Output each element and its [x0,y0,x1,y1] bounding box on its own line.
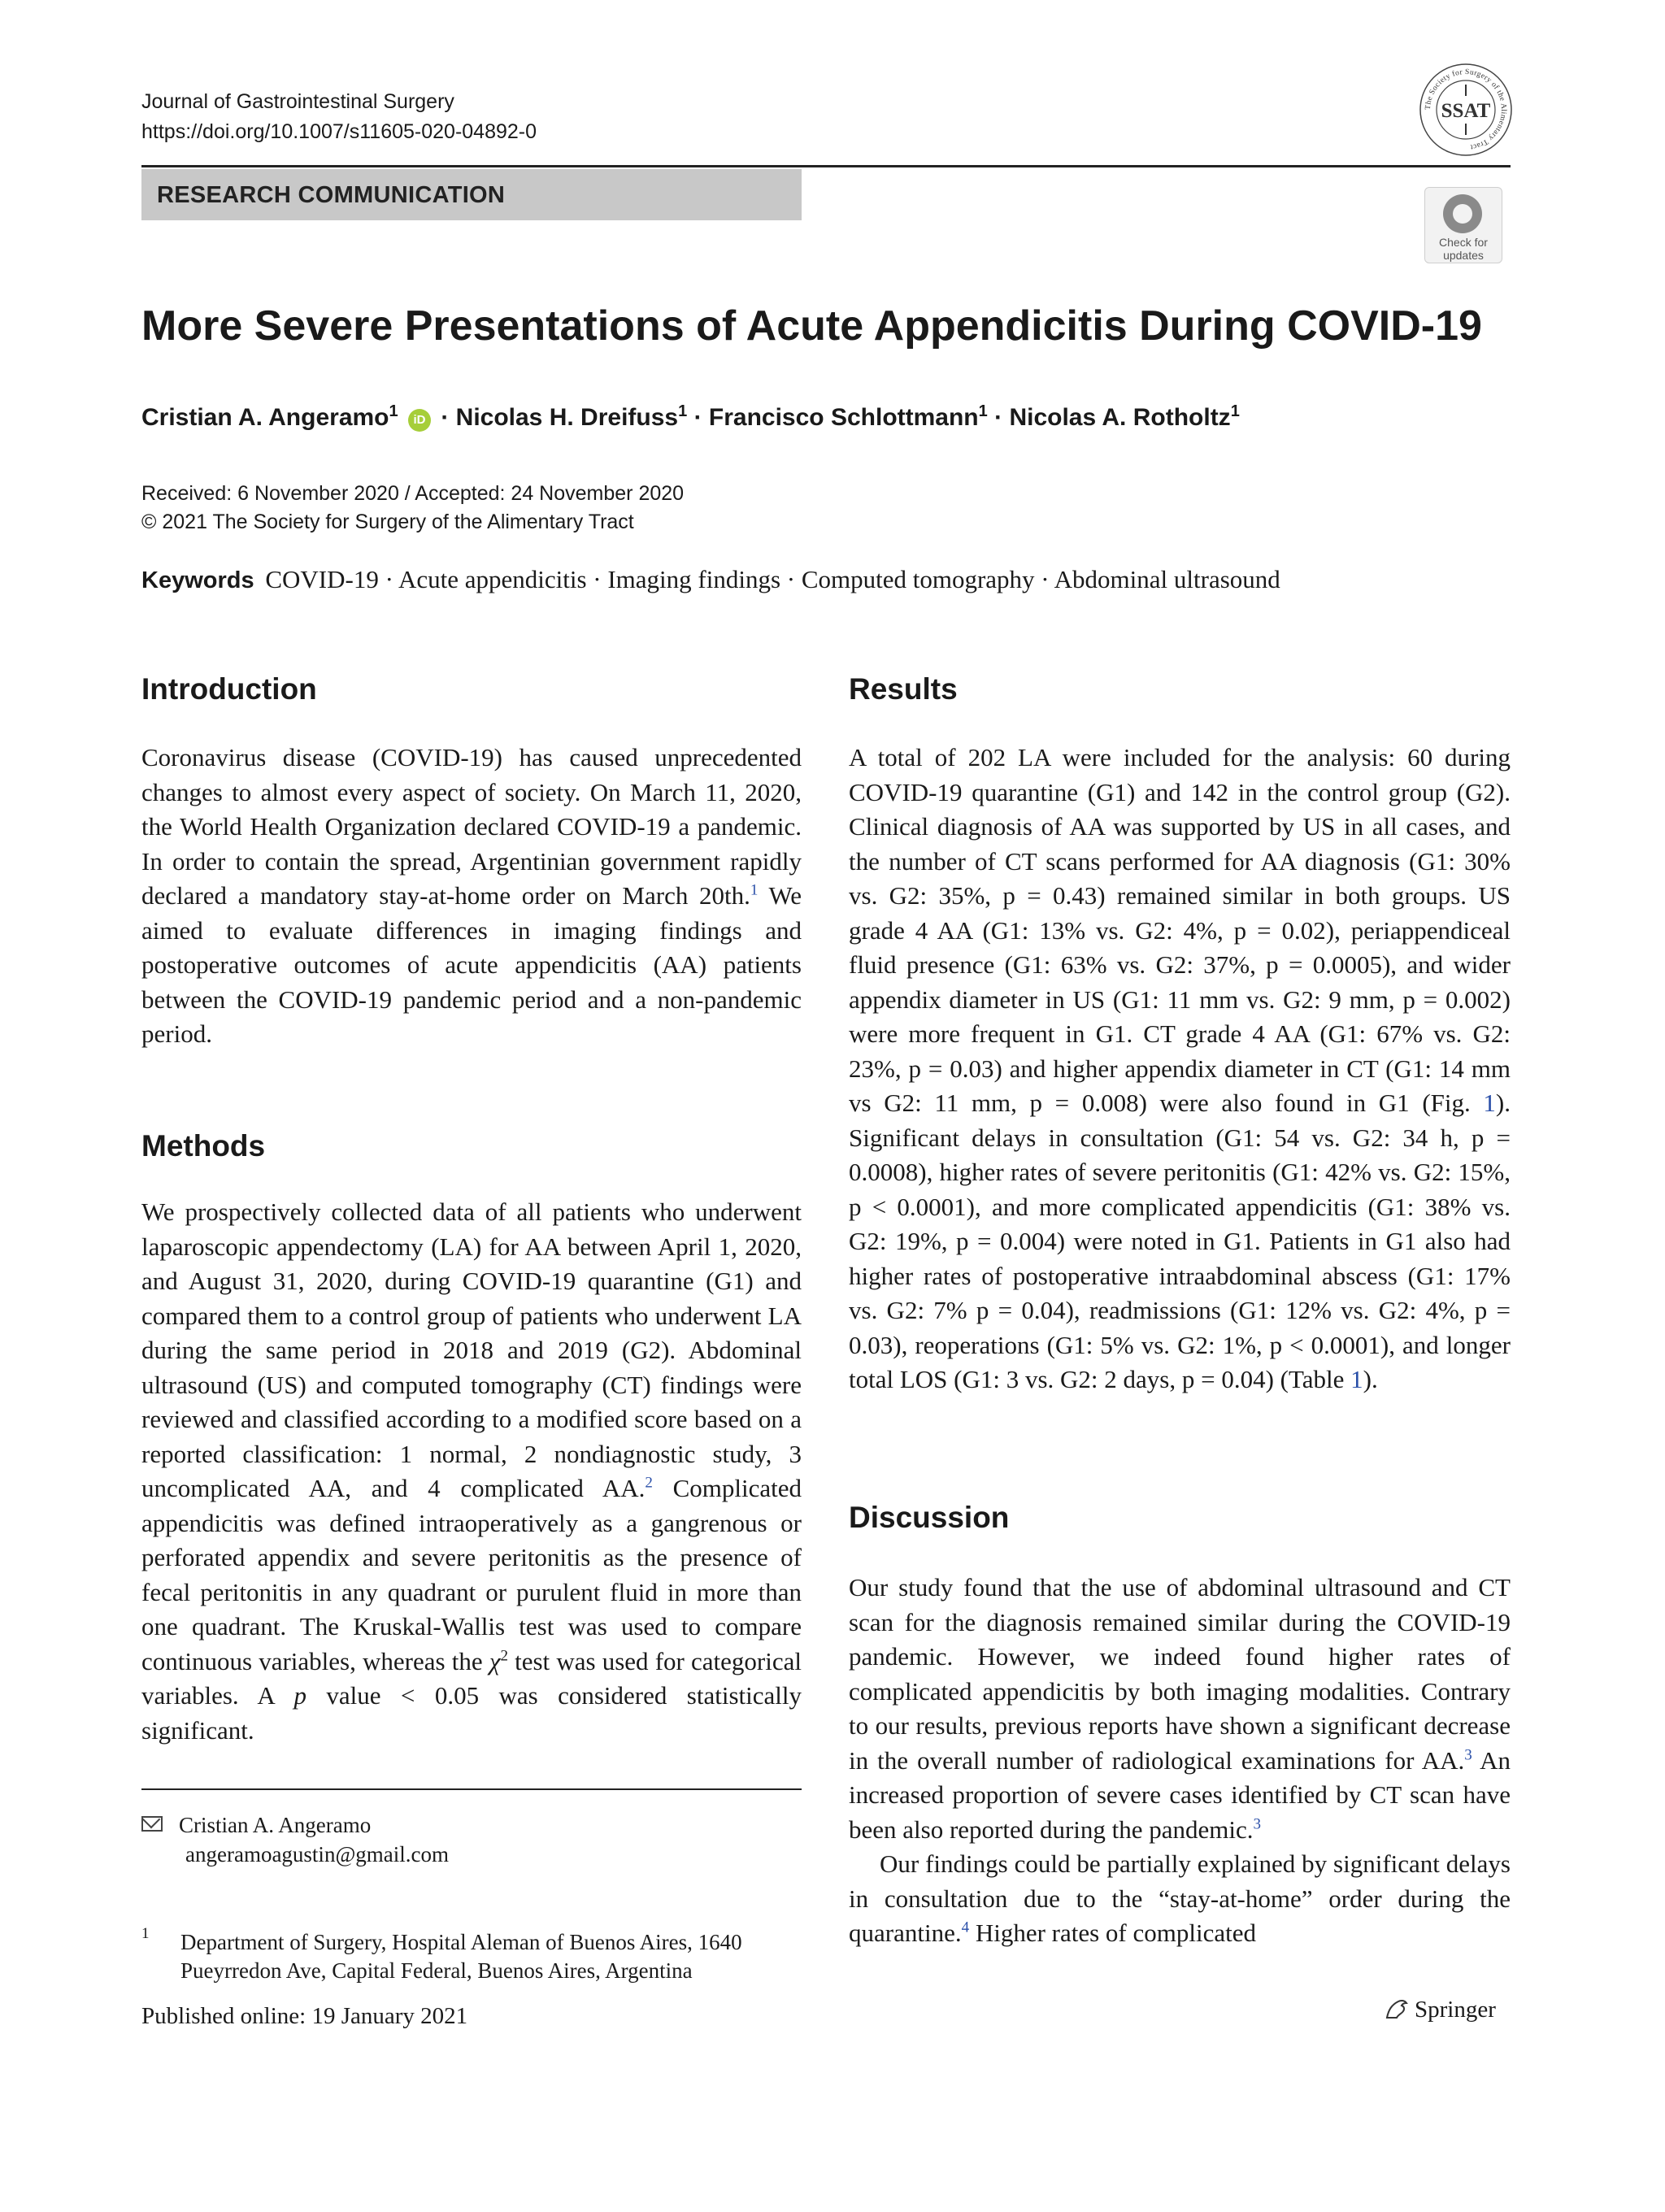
author-separator: · [994,404,1003,431]
springer-horse-icon [1382,1997,1410,2021]
results-body: A total of 202 LA were included for the analysis: 60 during COVID-19 quarantine (G1) and 142 in the control group (G2). Clinical diagnosis of AA was supported by US in all cases, and the number of CT scans performed for AA diagnosis (G1: 30% vs. G2: 35%, p = 0.43) remained similar in both groups. US grade 4 AA (G1: 13% vs. G2: 4%, p = 0.02), periappendiceal fluid presence (G1: 63% vs. G2: 37%, p = 0.0005), and wider appendix diameter in US (G1: 11 mm vs. G2: 9 mm, p = 0.002) were more frequent in G1. CT grade 4 AA (G1: 67% vs. G2: 23%, p = 0.03) and higher appendix diameter in CT (G1: 14 mm vs G2: 11 mm, p = 0.008) were also found in G1 (Fig. 1). Significant delays in consultation (G1: 54 vs. G2: 34 h, p = 0.0008), higher rates of severe peritonitis (G1: 42% vs. G2: 15%, p < 0.0001), and more complicated appendicitis (G1: 38% vs. G2: 19%, p = 0.004) were noted in G1. Patients in G1 also had higher rates of postoperative intraabdominal abscess (G1: 17% vs. G2: 7% p = 0.04), readmissions (G1: 12% vs. G2: 4%, p = 0.03), reoperations (G1: 5% vs. G2: 1%, p < 0.0001), and longer total LOS (G1: 3 vs. G2: 2 days, p = 0.04) (Table 1). [849,743,1511,1393]
introduction-body: Coronavirus disease (COVID-19) has caused unprecedented changes to almost every aspect of society. On March 11, 2020, the World Health Organization declared COVID-19 a pandemic. In order to contain the spread, Argentinian government rapidly declared a mandatory stay-at-home order on March 20th.$^1$ We aimed to evaluate differences in imaging findings and postoperative outcomes of acute appendicitis (AA) patients between the COVID-19 pandemic period and a non-pandemic period. [141,743,802,1048]
introduction-heading: Introduction [141,672,317,706]
results-heading: Results [849,672,958,706]
citation-link[interactable]: 3 [1464,1746,1472,1764]
affiliation-text: Department of Surgery, Hospital Aleman of Buenos Aires, 1640 Pueyrredon Ave, Capital Federal, Buenos Aires, Argentina [180,1930,742,1983]
seal-ring-text: The Society for Surgery of the Alimentary Tract [1424,67,1508,151]
footnote-rule [141,1788,802,1790]
author-list [141,394,1240,435]
author-name[interactable]: Cristian A. Angeramo [141,404,389,431]
discussion-body: Our study found that the use of abdominal ultrasound and CT scan for the diagnosis remained similar during the COVID-19 pandemic. However, we indeed found higher rates of complicated appendicitis by both imaging modalities. Contrary to our results, previous reports have shown a significant decrease in the overall number of radiological examinations for AA.$^3$ An increased proportion of severe cases identified by CT scan have been also reported during the pandemic.$^3$ Our findings could be partially explained by significant delays in consultation due to the “stay-at-home” order during the quarantine.$^4$ Higher rates of complicated [849,1573,1511,1947]
keywords-list: COVID-19 · Acute appendicitis · Imaging findings · Computed tomography · Abdominal ultrasound [265,565,1280,593]
published-online-date: Published online: 19 January 2021 [141,2003,468,2029]
received-accepted-dates: Received: 6 November 2020 / Accepted: 24 November 2020 [141,482,685,505]
citation-link[interactable]: 4 [961,1919,970,1936]
check-for-updates-button[interactable] [1424,187,1502,263]
copyright-line: © 2021 The Society for Surgery of the Alimentary Tract [141,511,634,533]
discussion-heading: Discussion [849,1501,1010,1534]
doi-link[interactable]: https://doi.org/10.1007/s11605-020-04892-0 [141,120,537,143]
table-link[interactable]: 1 [1350,1365,1363,1393]
affiliation-number: 1 [141,1925,150,1942]
affiliation-marker: 1 [1230,402,1240,420]
author-separator: · [693,404,702,431]
author-separator: · [441,404,450,431]
journal-name: Journal of Gastrointestinal Surgery [141,90,454,113]
author-name[interactable]: Francisco Schlottmann [708,404,979,431]
citation-link[interactable]: 3 [1253,1815,1262,1833]
check-updates-icon [1443,194,1482,233]
article-title: More Severe Presentations of Acute Appendicitis During COVID-19 [141,302,1482,350]
ssat-seal-logo [1416,49,1515,171]
check-updates-label: Check for updates [1439,236,1488,262]
envelope-icon [141,1816,163,1832]
article-type: RESEARCH COMMUNICATION [157,182,506,208]
citation-link[interactable]: 1 [750,881,759,899]
affiliation-marker: 1 [678,402,688,420]
keywords-line [141,563,1280,598]
corresponding-author: Cristian A. Angeramo [141,1811,371,1839]
publisher-name: Springer [1415,1997,1496,2023]
author-name[interactable]: Nicolas A. Rotholtz [1009,404,1231,431]
methods-body: We prospectively collected data of all patients who underwent laparoscopic appendectomy (LA) for AA between April 1, 2020, and August 31, 2020, during COVID-19 quarantine (G1) and compared them to a control group of patients who underwent LA during the same period in 2018 and 2019 (G2). Abdominal ultrasound (US) and computed tomography (CT) findings were reviewed and classified according to a modified score based on a reported classification: 1 normal, 2 nondiagnostic study, 3 uncomplicated AA, and 4 complicated AA.$^2$ Complicated appendicitis was defined intraoperatively as a gangrenous or perforated appendix and severe peritonitis as the presence of fecal peritonitis in any quadrant or purulent fluid in more than one quadrant. The Kruskal-Wallis test was used to compare continuous variables, whereas the $\chi^2$ test was used for categorical variables. A p value < 0.05 was considered statistically significant. [141,1197,802,1745]
orcid-icon[interactable]: iD [408,409,431,432]
affiliation-marker: 1 [389,402,398,420]
seal-monogram: SSAT [1441,100,1491,122]
publisher-logo [1382,1993,1496,2026]
keywords-label: Keywords [141,567,254,593]
citation-link[interactable]: 2 [645,1474,653,1492]
methods-heading: Methods [141,1129,266,1162]
author-email[interactable]: angeramoagustin@gmail.com [185,1842,450,1867]
affiliation-marker: 1 [978,402,988,420]
author-name[interactable]: Nicolas H. Dreifuss [455,404,679,431]
header-rule [141,165,1511,167]
figure-link[interactable]: 1 [1483,1089,1496,1117]
